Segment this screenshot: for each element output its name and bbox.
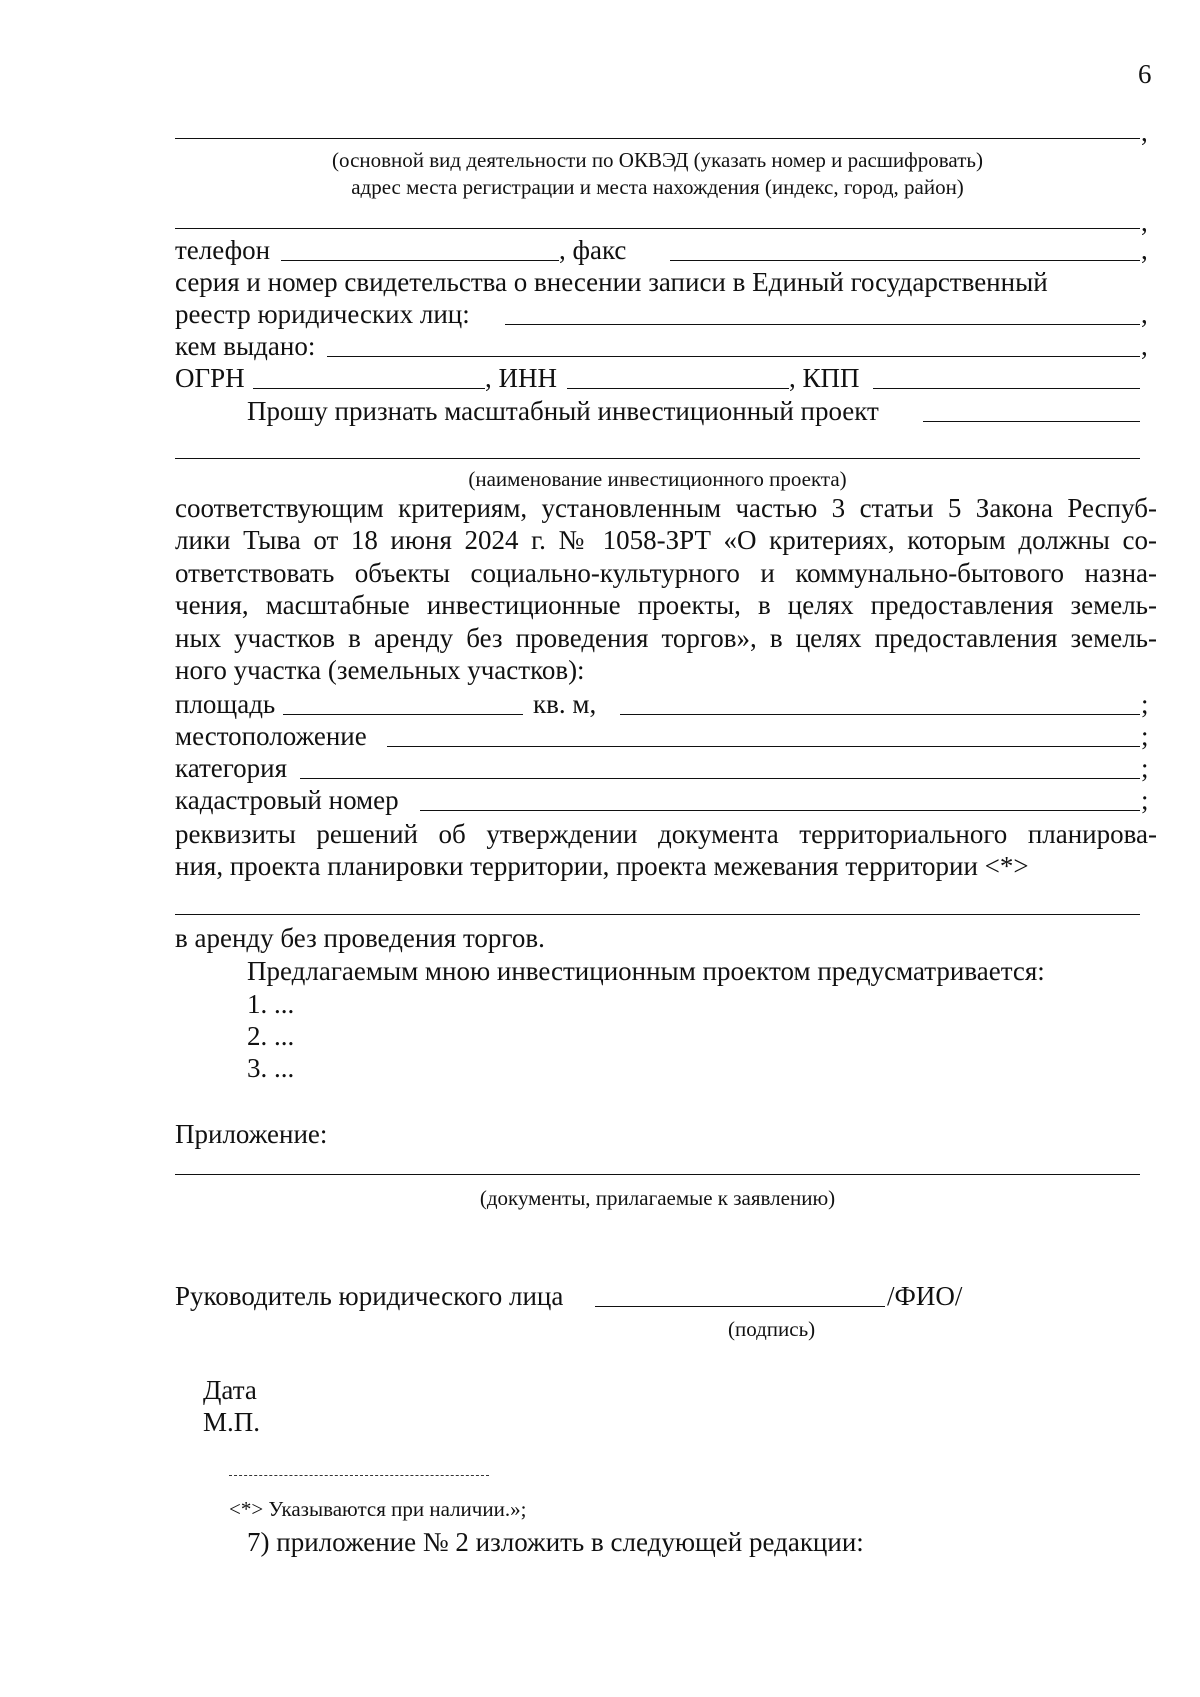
cadastral-field-line (420, 810, 1140, 811)
okved-caption: (основной вид деятельности по ОКВЭД (указать номер и расшифровать) (332, 148, 983, 172)
attachment-caption: (документы, прилагаемые к заявлению) (479, 1186, 836, 1210)
inn-label: , ИНН (485, 363, 557, 393)
lease-text: в аренду без проведения торгов. (175, 923, 545, 953)
fax-label: , факс (559, 235, 627, 265)
certificate-row (175, 298, 1160, 330)
signature-field-line (595, 1306, 885, 1307)
location-line-semicolon: ; (1141, 721, 1149, 751)
signature-caption: (подпись) (728, 1317, 816, 1341)
criteria-line: ных участков в аренду без проведения торгов», в целях предоставления земель- (175, 622, 1157, 653)
ogrn-inn-kpp-row (175, 362, 1160, 394)
request-row (175, 395, 1160, 427)
area-field-line (283, 714, 523, 715)
ogrn-label: ОГРН (175, 363, 245, 393)
criteria-line: чения, масштабные инвестиционные проекты, в целях предоставления земель- (175, 590, 1157, 621)
address-caption: адрес места регистрации и места нахождения (индекс, город, район) (351, 175, 964, 199)
request-text: Прошу признать масштабный инвестиционный проект (247, 396, 879, 426)
requisites-line: ния, проекта планировки территории, проекта межевания территории <*> (175, 851, 1029, 882)
location-row (175, 720, 1160, 752)
attachment-field-line (175, 1174, 1140, 1175)
requisites-paragraph (175, 818, 1157, 883)
phone-label: телефон (175, 235, 271, 265)
page-number: 6 (1138, 59, 1152, 89)
kpp-field-line (873, 388, 1140, 389)
okved-field-line (175, 138, 1140, 139)
address-field-line (175, 228, 1140, 229)
category-row (175, 752, 1160, 784)
criteria-line: ответствовать объекты социально-культурного и коммунально-бытового назна- (175, 557, 1157, 588)
head-label: Руководитель юридического лица (175, 1281, 564, 1311)
date-label: Дата (203, 1375, 257, 1405)
category-line-semicolon: ; (1141, 753, 1149, 783)
location-field-line (387, 746, 1140, 747)
proposal-text: Предлагаемым мною инвестиционным проектом предусматривается: (247, 956, 1045, 986)
requisites-field-line (175, 914, 1140, 915)
criteria-paragraph (175, 492, 1157, 686)
amendment-text: 7) приложение № 2 изложить в следующей редакции: (247, 1527, 864, 1557)
area-row (175, 688, 1160, 720)
issued-by-line-comma: , (1141, 331, 1148, 361)
criteria-line: лики Тыва от 18 июня 2024 г. № 1058-ЗРТ «О критериях, которым должны со- (175, 525, 1157, 556)
project-name-caption: (наименование инвестиционного проекта) (468, 467, 847, 491)
proposal-item: 3. ... (247, 1053, 295, 1083)
fax-field-line (670, 260, 1140, 261)
proposal-item: 2. ... (247, 1021, 295, 1051)
area-label: площадь (175, 689, 276, 719)
address-line-comma: , (1141, 207, 1148, 237)
ogrn-field-line (253, 388, 485, 389)
cadastral-label: кадастровый номер (175, 785, 399, 815)
area-extra-field-line (620, 714, 1140, 715)
category-field-line (300, 778, 1140, 779)
phone-fax-row (175, 234, 1160, 266)
cadastral-line-semicolon: ; (1141, 785, 1149, 815)
requisites-line: реквизиты решений об утверждении документа территориального планирова- (175, 819, 1157, 849)
kpp-label: , КПП (789, 363, 860, 393)
area-unit: кв. м, (533, 689, 597, 719)
footnote-text: <*> Указываются при наличии.»; (229, 1497, 527, 1521)
attachment-label: Приложение: (175, 1119, 328, 1149)
category-label: категория (175, 753, 288, 783)
okved-line-comma: , (1141, 117, 1148, 147)
seal-label: М.П. (203, 1407, 261, 1437)
certificate-field-line (505, 324, 1140, 325)
fio-label: /ФИО/ (887, 1281, 963, 1311)
signature-row (175, 1280, 1160, 1312)
footnote-separator (229, 1475, 489, 1476)
certificate-line-comma: , (1141, 299, 1148, 329)
project-field-line-1 (923, 421, 1140, 422)
fax-line-comma: , (1141, 235, 1148, 265)
issued-by-label: кем выдано: (175, 331, 316, 361)
cadastral-row (175, 784, 1160, 816)
location-label: местоположение (175, 721, 367, 751)
project-field-line-2 (175, 458, 1140, 459)
criteria-line: соответствующим критериям, установленным частью 3 статьи 5 Закона Респуб- (175, 493, 1157, 523)
inn-field-line (567, 388, 789, 389)
criteria-line: ного участка (земельных участков): (175, 655, 585, 686)
certificate-line-2: реестр юридических лиц: (175, 299, 470, 329)
area-line-semicolon: ; (1141, 689, 1149, 719)
certificate-line-1: серия и номер свидетельства о внесении записи в Единый государственный (175, 267, 1048, 297)
phone-field-line (281, 260, 559, 261)
issued-by-row (175, 330, 1160, 362)
proposal-item: 1. ... (247, 989, 295, 1019)
issued-by-field-line (327, 356, 1140, 357)
